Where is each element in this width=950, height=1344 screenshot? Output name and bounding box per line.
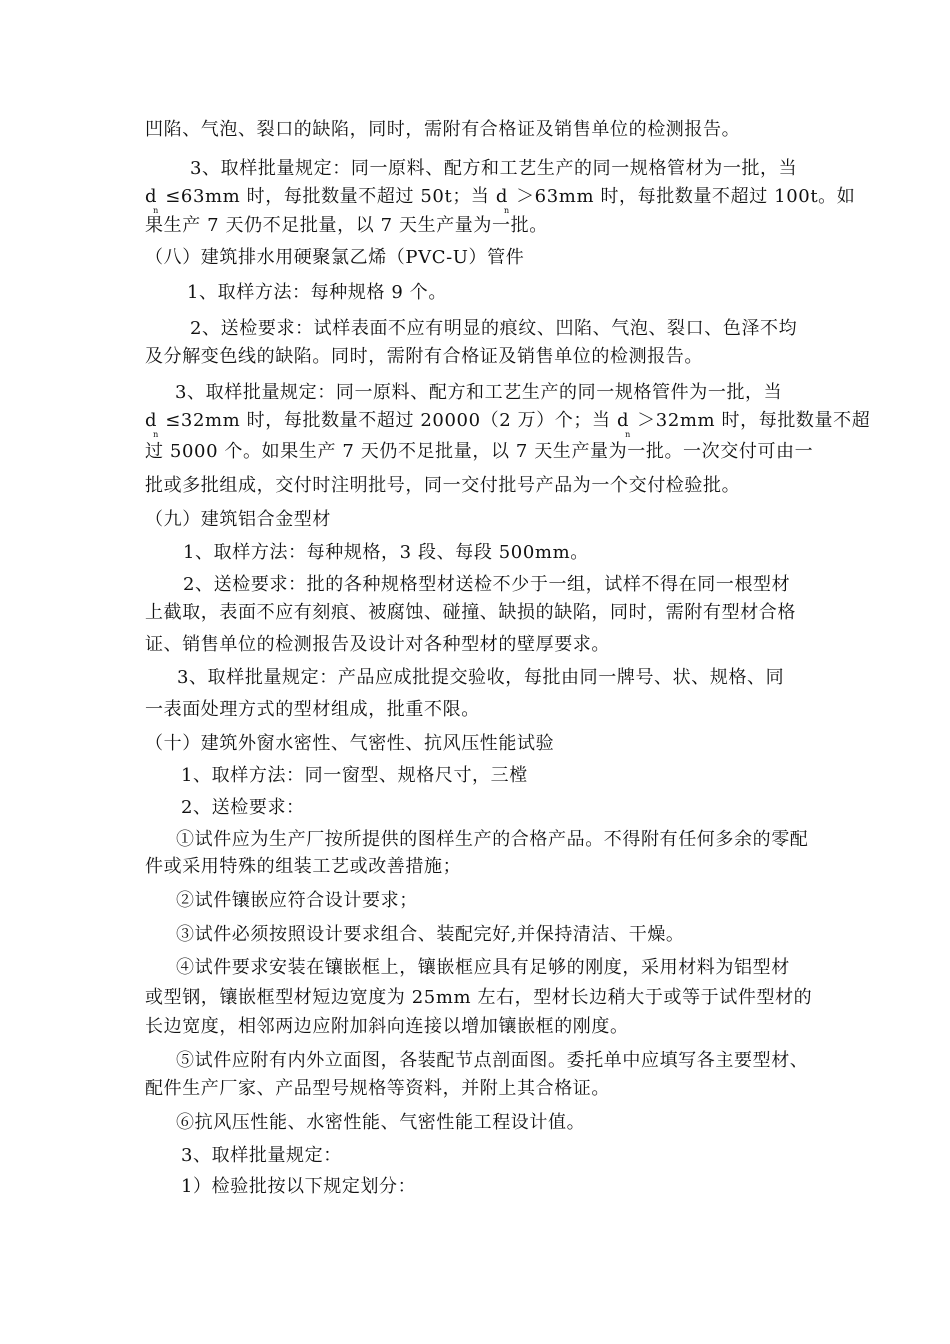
text-line: 1、取样方法：同一窗型、规格尺寸，三樘 [181, 765, 528, 786]
text-line: 2、送检要求：批的各种规格型材送检不少于一组，试样不得在同一根型材 [183, 574, 791, 595]
text-line: 3、取样批量规定： [181, 1145, 342, 1166]
text-line: 件或采用特殊的组装工艺或改善措施； [145, 856, 462, 877]
text-line: 1）检验批按以下规定划分： [181, 1176, 417, 1197]
symbol-d: d [495, 186, 508, 207]
text-line: $d_n \le 32mm$ 时，每批数量不超过 20000（2 万）个；当 $d_n >32mm$ 时，每批数量不超 [145, 410, 871, 439]
text-line: 上截取，表面不应有刻痕、被腐蚀、碰撞、缺损的缺陷，同时，需附有型材合格 [145, 602, 796, 623]
text-line: 3、取样批量规定：同一原料、配方和工艺生产的同一规格管材为一批，当 [190, 158, 798, 179]
text-line: 配件生产厂家、产品型号规格等资料，并附上其合格证。 [145, 1078, 610, 1099]
subscript-n: n [503, 206, 510, 215]
text-line: $d_n \le 63mm$ 时，每批数量不超过 50t；当 $d_n >63mm$ 时，每批数量不超过 100t。如 [145, 186, 856, 215]
symbol-d: d [616, 410, 630, 431]
text-line: 凹陷、气泡、裂口的缺陷，同时，需附有合格证及销售单位的检测报告。 [145, 119, 741, 140]
text-line: 1、取样方法：每种规格 9 个。 [187, 282, 447, 303]
section-heading: （九）建筑铝合金型材 [145, 509, 331, 530]
text-line: 2、送检要求： [181, 797, 305, 818]
text-line: 或型钢，镶嵌框型材短边宽度为 25mm 左右，型材长边稍大于或等于试件型材的 [145, 987, 813, 1008]
text-line: ⑤试件应附有内外立面图，各装配节点剖面图。委托单中应填写各主要型材、 [176, 1050, 809, 1071]
text-line: 长边宽度，相邻两边应附加斜向连接以增加镶嵌框的刚度。 [145, 1016, 629, 1037]
text-line: 证、销售单位的检测报告及设计对各种型材的壁厚要求。 [145, 634, 610, 655]
text-line: 及分解变色线的缺陷。同时，需附有合格证及销售单位的检测报告。 [145, 346, 703, 367]
text-line: 一表面处理方式的型材组成，批重不限。 [145, 699, 480, 720]
text-line: ③试件必须按照设计要求组合、装配完好,并保持清洁、干燥。 [176, 924, 685, 945]
text-line: 过 5000 个。如果生产 7 天仍不足批量，以 7 天生产量为一批。一次交付可由一 [145, 441, 814, 462]
section-heading: （十）建筑外窗水密性、气密性、抗风压性能试验 [145, 733, 555, 754]
text-line: ⑥抗风压性能、水密性能、气密性能工程设计值。 [176, 1112, 586, 1133]
subscript-n: n [153, 430, 159, 439]
text-line: 2、送检要求：试样表面不应有明显的痕纹、凹陷、气泡、裂口、色泽不均 [190, 318, 798, 339]
text-line: 批或多批组成，交付时注明批号，同一交付批号产品为一个交付检验批。 [145, 475, 741, 496]
text-line: ④试件要求安装在镶嵌框上，镶嵌框应具有足够的刚度，采用材料为铝型材 [176, 957, 790, 978]
text-line: 果生产 7 天仍不足批量，以 7 天生产量为一批。 [145, 215, 548, 236]
text-line: 3、取样批量规定：同一原料、配方和工艺生产的同一规格管件为一批，当 [175, 382, 783, 403]
symbol-d: d [145, 186, 158, 207]
symbol-d: d [145, 410, 158, 431]
text-line: 3、取样批量规定：产品应成批提交验收，每批由同一牌号、状、规格、同 [177, 667, 785, 688]
subscript-n: n [625, 430, 631, 439]
text-line: 1、取样方法：每种规格，3 段、每段 500mm。 [183, 542, 589, 563]
text-line: ①试件应为生产厂按所提供的图样生产的合格产品。不得附有任何多余的零配 [176, 829, 809, 850]
section-heading: （八）建筑排水用硬聚氯乙烯（PVC-U）管件 [145, 247, 525, 268]
text-line: ②试件镶嵌应符合设计要求； [176, 890, 418, 911]
subscript-n: n [153, 206, 159, 215]
